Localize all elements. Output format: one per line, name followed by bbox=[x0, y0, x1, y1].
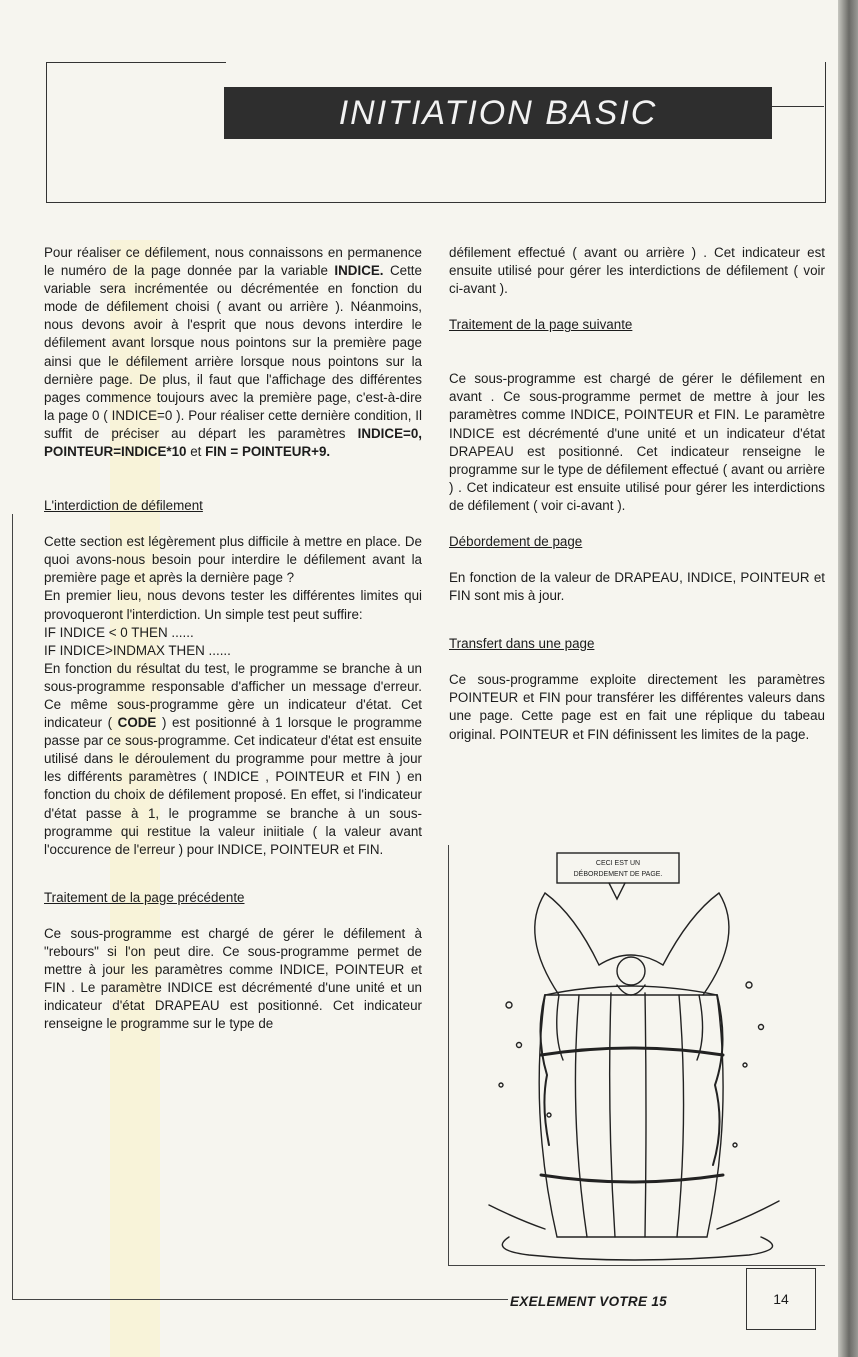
right-column bbox=[449, 244, 825, 744]
page-number: 14 bbox=[773, 1291, 789, 1307]
interdiction-paragraph-2: En premier lieu, nous devons tester les différentes limites qui provoqueront l'interdiction. Un simple test peut suffire: bbox=[44, 588, 422, 622]
magazine-name: EXELEMENT VOTRE 15 bbox=[510, 1294, 667, 1309]
code-line-1: IF INDICE < 0 THEN ...... bbox=[44, 624, 194, 640]
page-number-box bbox=[746, 1268, 816, 1330]
cartoon-illustration bbox=[448, 845, 825, 1266]
sign-pointer bbox=[609, 883, 625, 899]
title-banner bbox=[224, 87, 772, 139]
debordement-paragraph: En fonction de la valeur de DRAPEAU, INDICE, POINTEUR et FIN sont mis à jour. bbox=[449, 570, 825, 604]
heading-precedente: Traitement de la page précédente bbox=[44, 889, 245, 905]
header-frame-top-left bbox=[46, 62, 226, 63]
heading-debordement: Débordement de page bbox=[449, 534, 583, 550]
precedente-paragraph: Ce sous-programme est chargé de gérer le défilement à "rebours" si l'on peut dire. Ce sous-programme permet de mettre à jour les paramètres comme INDICE, POINTEUR et FIN . Le paramètre INDICE est décrémenté d'une unité et un indicateur d'état DRAPEAU est positionné. Cet indicateur renseigne le programme sur le type de bbox=[44, 925, 422, 1032]
page-flap-left bbox=[535, 893, 599, 995]
overflowing-barrel-drawing bbox=[449, 845, 825, 1265]
barrel-body bbox=[539, 995, 723, 1237]
intro-paragraph: Pour réaliser ce défilement, nous connaissons en permanence le numéro de la page donnée par la variable INDICE. Cette variable sera incrémentée ou décrémentée en fonction du mode de défilement choisi ( avant ou arrière ). Néanmoins, nous devons avoir à l'esprit que nous devons interdire le défilement avant lorsque nous pointons sur la première page ainsi que le défilement arrière lorsque nous pointons sur la dernière page. De plus, il faut que l'affichage des différentes pages commence toujours avec la première page, c'est-à-dire la page 0 ( INDICE=0 ). Pour réaliser cette dernière condition, Il suffit de préciser au départ les paramètres INDICE=0, POINTEUR=INDICE*10 et FIN = POINTEUR+9. bbox=[44, 245, 422, 460]
interdiction-paragraph-3: En fonction du résultat du test, le programme se branche à un sous-programme responsable d'afficher un message d'erreur. Ce même sous-programme gère un indicateur d'état. Cet indicateur ( CODE ) est positionné à 1 lorsque le programme passe par ce sous-programme. Cet indicateur d'état est ensuite utilisé dans le déroulement du programme pour mettre à jour les différents paramètres ( INDICE , POINTEUR et FIN ) en fonction du choix de défilement proposé. En effet, si l'indicateur d'état passe à 1, le programme se branche à un sous-programme qui restitue la valeur iniitiale ( la valeur avant l'occurence de l'erreur ) pour INDICE, POINTEUR et FIN. bbox=[44, 660, 422, 857]
sign-text-line2: DÉBORDEMENT DE PAGE. bbox=[573, 871, 663, 878]
heading-transfert: Transfert dans une page bbox=[449, 636, 595, 652]
footer-rule bbox=[12, 1299, 508, 1300]
puddle bbox=[502, 1237, 772, 1260]
left-column bbox=[44, 244, 422, 1033]
page-edge-shadow bbox=[838, 0, 858, 1357]
sign-text-line1: CECI EST UN bbox=[595, 860, 641, 867]
interdiction-paragraph-1: Cette section est légèrement plus difficile à mettre en place. De quoi avons-nous besoin pour interdire le défilement avant la première page et après la dernière page ? bbox=[44, 534, 422, 586]
page-title: INITIATION BASIC bbox=[338, 93, 658, 132]
code-line-2: IF INDICE>INDMAX THEN ...... bbox=[44, 642, 231, 658]
suivante-paragraph: Ce sous-programme est chargé de gérer le défilement en avant . Ce sous-programme permet de mettre à jour les paramètres comme INDICE, POINTEUR et FIN. Le paramètre INDICE est décrémenté d'une unité et un indicateur d'état DRAPEAU est positionné. Cet indicateur renseigne le programme sur le type de défilement effectué ( avant ou arrière ) . Cet indicateur est ensuite utilisé pour gérer les interdictions de défilement ( voir ci-avant ). bbox=[449, 371, 825, 513]
page-flap-right bbox=[663, 893, 729, 995]
sign-box bbox=[557, 853, 679, 883]
header-frame-top-right bbox=[772, 106, 824, 107]
heading-suivante: Traitement de la page suivante bbox=[449, 317, 633, 333]
continuation-paragraph: défilement effectué ( avant ou arrière ) . Cet indicateur est ensuite utilisé pour gérer les interdictions de défilement ( voir ci-avant ). bbox=[449, 245, 825, 297]
figure-head bbox=[617, 957, 645, 985]
transfert-paragraph: Ce sous-programme exploite directement les paramètres POINTEUR et FIN pour transférer les différentes valeurs dans une page. Cette page est en fait une réplique du tabeau original. POINTEUR et FIN définissent les limites de la page. bbox=[449, 672, 825, 742]
left-margin-rule bbox=[12, 514, 13, 1299]
heading-interdiction: L'interdiction de défilement bbox=[44, 498, 203, 514]
